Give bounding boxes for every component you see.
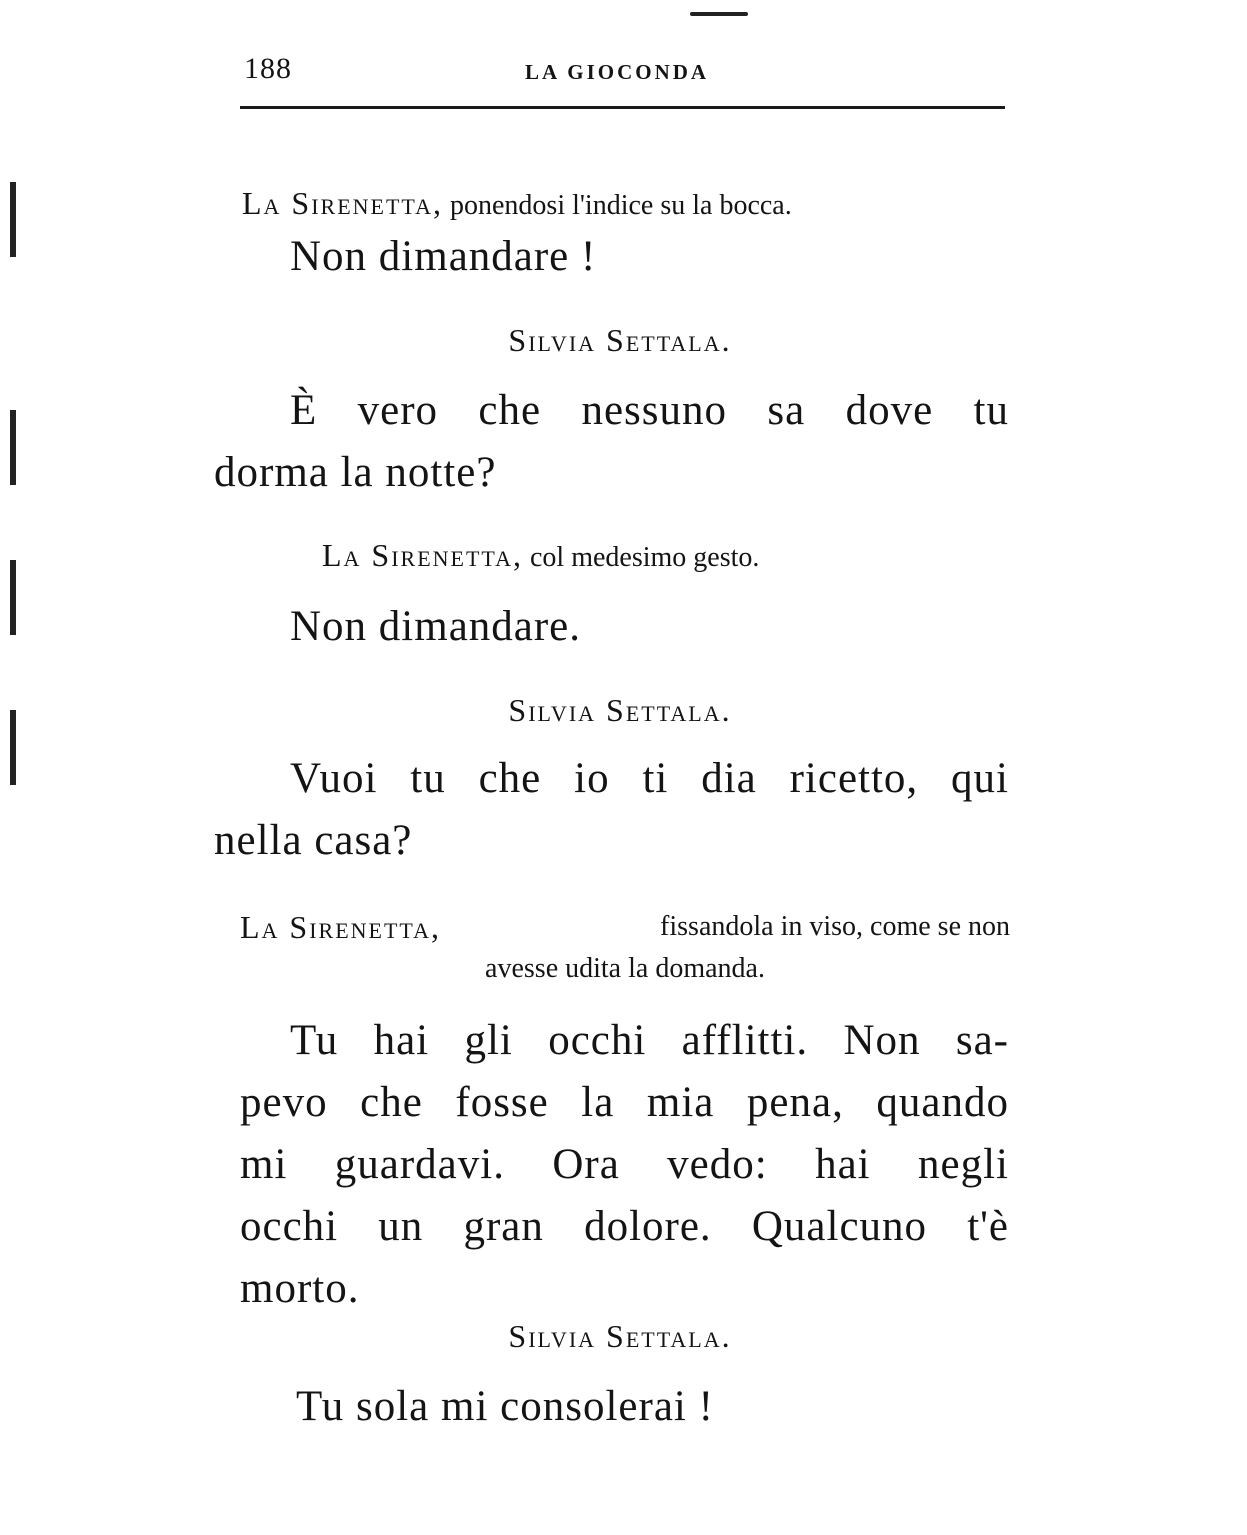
speech-line: pevo che fosse la mia pena, quando bbox=[240, 1079, 1009, 1126]
speech-line: dorma la notte? bbox=[214, 449, 497, 496]
speech-line: Tu hai gli occhi afflitti. Non sa- bbox=[290, 1017, 1009, 1064]
speech-line: morto. bbox=[240, 1265, 360, 1312]
header-rule bbox=[240, 106, 1005, 109]
speaker-heading: Silvia Settala. bbox=[508, 1318, 732, 1354]
speaker-name: La Sirenetta, bbox=[242, 185, 443, 221]
speaker-heading: Silvia Settala. bbox=[508, 692, 732, 728]
direction-text: fissandola in viso, come se non bbox=[660, 911, 1010, 942]
stage-direction bbox=[322, 534, 759, 579]
stage-direction bbox=[242, 182, 792, 227]
speech-line: Non dimandare. bbox=[290, 603, 582, 650]
margin-scan-mark bbox=[10, 410, 16, 485]
top-print-mark bbox=[690, 12, 748, 16]
stage-direction bbox=[240, 906, 1010, 990]
speech-line: Tu sola mi consolerai ! bbox=[296, 1383, 714, 1430]
margin-scan-mark bbox=[10, 560, 16, 635]
direction-text: col medesimo gesto. bbox=[530, 542, 760, 573]
speech-line: occhi un gran dolore. Qualcuno t'è bbox=[240, 1203, 1009, 1250]
speech-paragraph bbox=[214, 748, 1009, 872]
speech-paragraph bbox=[214, 1010, 1009, 1320]
speaker-name: La Sirenetta, bbox=[240, 909, 441, 945]
page-header bbox=[240, 50, 1005, 90]
direction-text: avesse udita la domanda. bbox=[485, 953, 765, 984]
speech-line: nella casa? bbox=[214, 817, 413, 864]
margin-scan-mark bbox=[10, 182, 16, 257]
page-number: 188 bbox=[244, 52, 292, 85]
running-title: LA GIOCONDA bbox=[525, 60, 710, 84]
speech-paragraph bbox=[214, 380, 1009, 504]
direction-line bbox=[240, 948, 1010, 990]
direction-text: ponendosi l'indice su la bocca. bbox=[450, 190, 792, 221]
speech-line: Vuoi tu che io ti dia ricetto, qui bbox=[290, 755, 1009, 802]
speaker-heading: Silvia Settala. bbox=[508, 322, 732, 358]
speaker-name: La Sirenetta, bbox=[322, 537, 523, 573]
speech-line: mi guardavi. Ora vedo: hai negli bbox=[240, 1141, 1009, 1188]
speech-line: Non dimandare ! bbox=[290, 233, 597, 280]
speech-line: È vero che nessuno sa dove tu bbox=[290, 387, 1009, 434]
direction-line bbox=[240, 906, 1010, 948]
margin-scan-mark bbox=[10, 710, 16, 785]
